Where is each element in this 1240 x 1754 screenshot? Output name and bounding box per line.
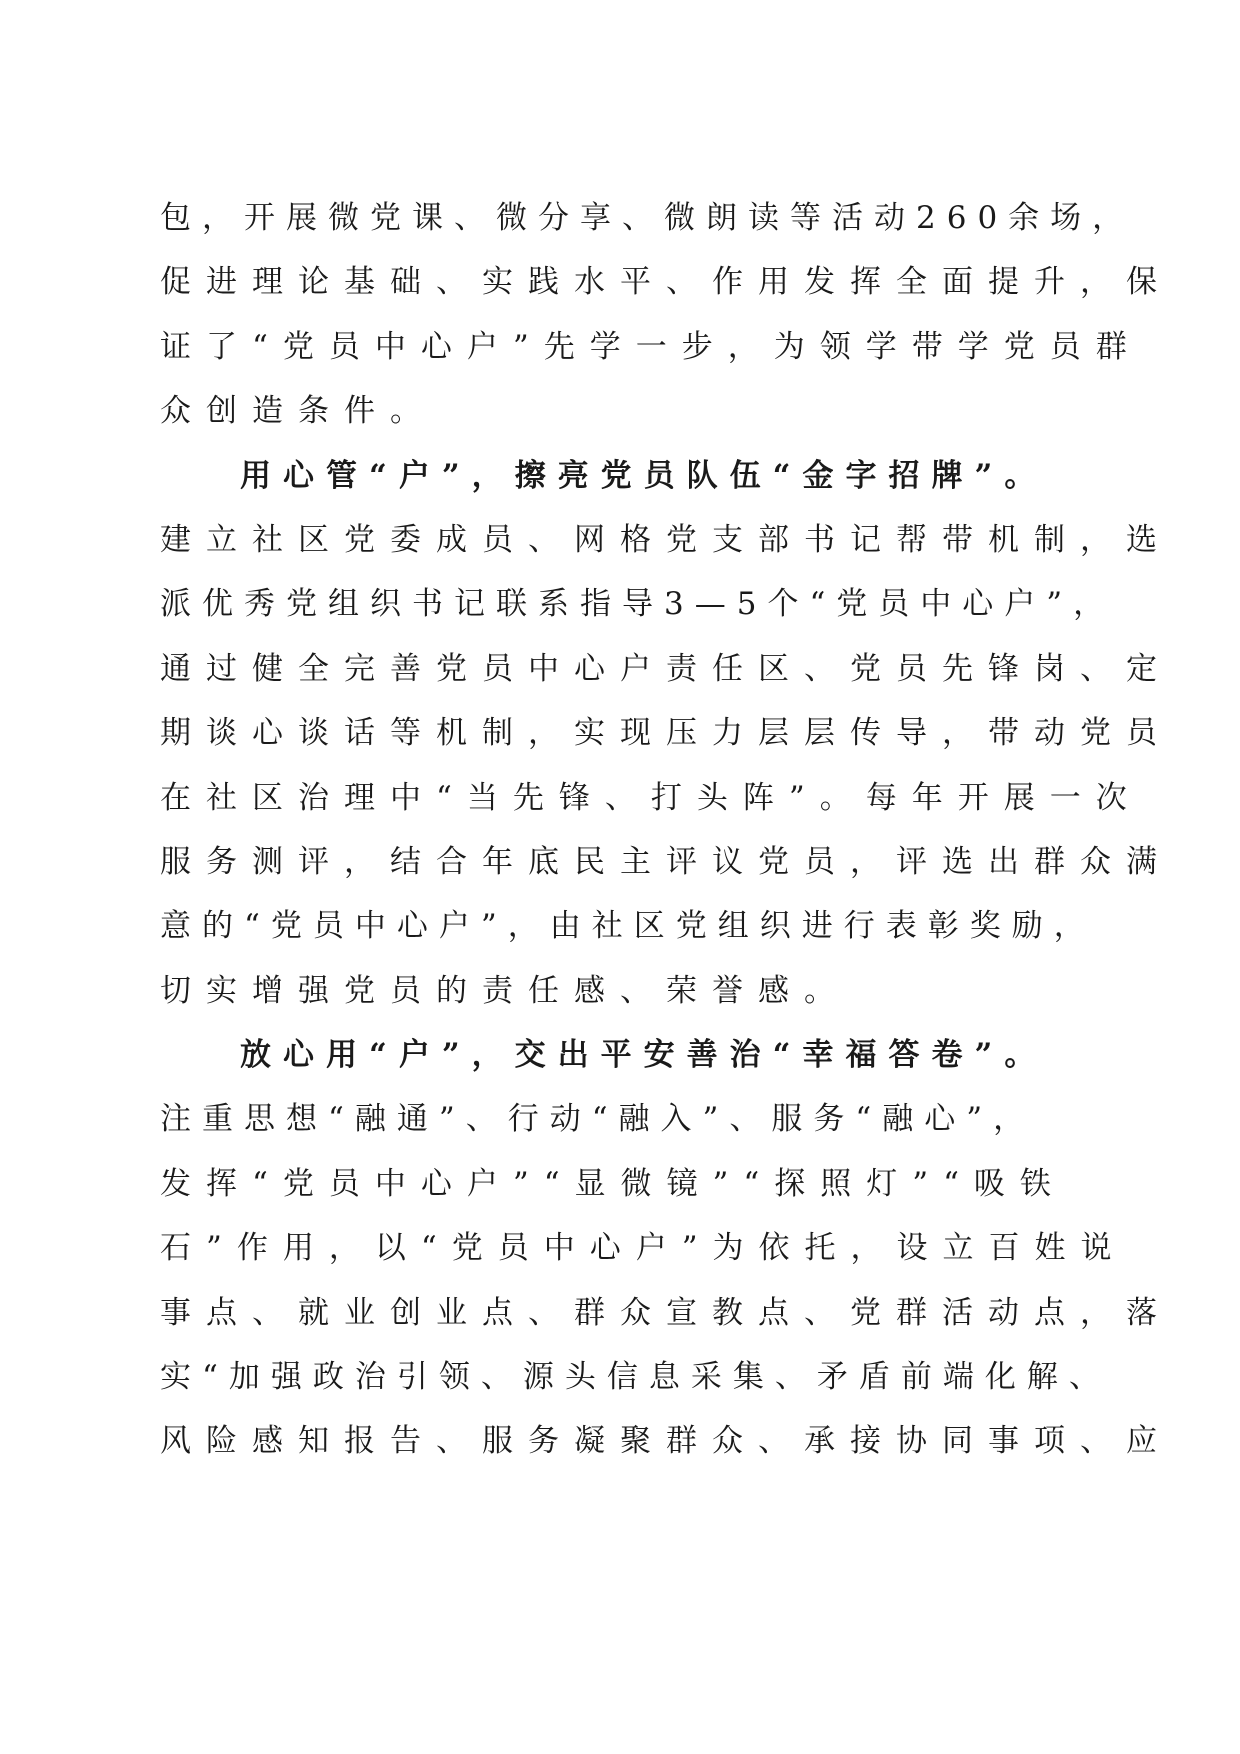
text-line: 证了“党员中心户”先学一步，为领学带学党员群 bbox=[160, 328, 1142, 365]
text-line: 建立社区党委成员、网格党支部书记帮带机制，选 bbox=[160, 521, 1172, 558]
section-heading: 用心管“户”，擦亮党员队伍“金字招牌”。 bbox=[240, 457, 1048, 494]
text-line: 在社区治理中“当先锋、打头阵”。每年开展一次 bbox=[160, 779, 1142, 816]
text-line: 众创造条件。 bbox=[160, 393, 436, 430]
body-text bbox=[160, 186, 1172, 1474]
text-line: 期谈心谈话等机制，实现压力层层传导，带动党员 bbox=[160, 715, 1172, 752]
section-heading: 放心用“户”，交出平安善治“幸福答卷”。 bbox=[240, 1037, 1048, 1074]
text-line: 风险感知报告、服务凝聚群众、承接协同事项、应 bbox=[160, 1423, 1172, 1460]
text-line: 事点、就业创业点、群众宣教点、党群活动点，落 bbox=[160, 1294, 1172, 1331]
text-line: 通过健全完善党员中心户责任区、党员先锋岗、定 bbox=[160, 650, 1172, 687]
text-line: 切实增强党员的责任感、荣誉感。 bbox=[160, 972, 850, 1009]
text-line: 发挥“党员中心户”“显微镜”“探照灯”“吸铁 bbox=[160, 1165, 1066, 1202]
text-line: 促进理论基础、实践水平、作用发挥全面提升，保 bbox=[160, 264, 1172, 301]
text-line: 实“加强政治引领、源头信息采集、矛盾前端化解、 bbox=[160, 1359, 1111, 1396]
text-line: 石”作用，以“党员中心户”为依托，设立百姓说 bbox=[160, 1230, 1127, 1267]
text-line: 服务测评，结合年底民主评议党员，评选出群众满 bbox=[160, 843, 1172, 880]
text-line: 派优秀党组织书记联系指导3—5个“党员中心户”， bbox=[160, 586, 1116, 623]
text-line: 意的“党员中心户”，由社区党组织进行表彰奖励， bbox=[160, 908, 1096, 945]
text-line: 包，开展微党课、微分享、微朗读等活动260余场， bbox=[160, 200, 1135, 236]
text-line: 注重思想“融通”、行动“融入”、服务“融心”， bbox=[160, 1101, 1036, 1138]
